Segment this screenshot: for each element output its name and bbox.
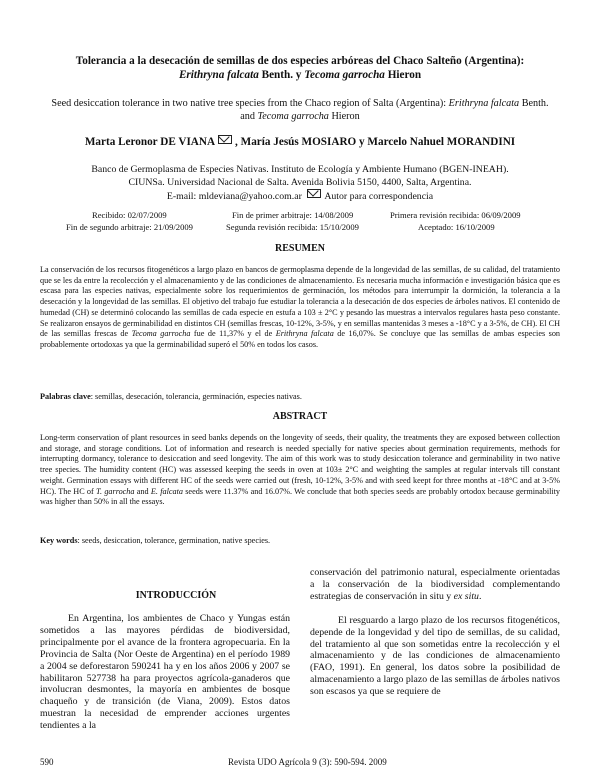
resumen-heading: RESUMEN	[274, 243, 325, 254]
title-species-1: Erithryna falcata	[178, 69, 259, 81]
key-words: Key words: seeds, desiccation, tolerance, germination, native species.	[40, 536, 271, 545]
author-list: Marta Leronor DE VIANA , María Jesús MOSIARO y Marcelo Nahuel MORANDINI	[84, 136, 516, 148]
journal-citation: Revista UDO Agrícola 9 (3): 590-594. 2009	[228, 757, 387, 767]
abstract-text: Long-term conservation of plant resources in seed banks depends on the longevity of seeds, their quality, the treatments they are exposed between collection and storage, and storage conditions. Lot of information and research is needed specially for native species about germination requirements, methods for interrupting dormancy, tolerance to desiccation and seed longevity. The aim of this work was to study desiccation tolerance and germinability in two native tree species. The humidity content (HC) was assessed keeping the seeds in oven at 103± 2°C and weighting the samples at regular intervals till constant weight. Germination essays with different HC of the seeds were carried out (fresh, 10-12%, 3-5% and with seed keept for three months at -18°C and at 3-5% HC). The HC of T. garrocha and E. falcata seeds were 11.37% and 16.07%. We conclude that both species seeds are probably ortodox because germinability was higher than 50% in all the essays.	[40, 433, 561, 507]
mail-icon	[218, 135, 232, 144]
resumen-text: La conservación de los recursos fitogenéticos a largo plazo en bancos de germoplasma depende de la longevidad de las semillas, de su calidad, del tratamiento que se les da entre la recolección y el almacenamiento y de las condiciones de almacenamiento. Es necesaria mucha información e investigación básica que es escasa para las especies nativas, especialmente sobre los requerimientos de germinación, los métodos para interrumpir la dormición, la tolerancia a la desecación y la longevidad de las semillas. El objetivo del trabajo fue estudiar la tolerancia a la desecación de dos especies de árboles nativos. El contenido de humedad (CH) se determinó colocando las semillas de cada especie en estufa a 103 ± 2°C y pesando las muestras a intervalos regulares hasta peso constante. Se realizaron ensayos de germinabilidad en distintos CH (semillas frescas, 10-12%, 3-5%, y en semillas mantenidas 3 meses a -18°C y a 3-5%, de CH). El CH de las semillas frescas de Tecoma garrocha fue de 11,37% y el de Erithryna falcata de 16,07%. Se concluye que las semillas de ambas especies son probablemente ortodoxas ya que la germinabilidad superó el 50% en todos los casos.	[40, 265, 561, 349]
date-second-revision: Segunda revisión recibida: 15/10/2009	[226, 222, 359, 232]
date-received: Recibido: 02/07/2009	[92, 210, 167, 220]
affiliation: Banco de Germoplasma de Especies Nativas. Instituto de Ecología y Ambiente Humano (BGEN-INEAH). CIUNSa. Universidad Nacional de Salta. Avenida Bolivia 5150, 4400, Salta, Argentina. E-mail: mldeviana@yahoo.com.ar Autor para correspondencia	[91, 164, 509, 203]
date-first-review: Fin de primer arbitraje: 14/08/2009	[232, 210, 354, 220]
palabras-clave: Palabras clave: semillas, desecación, tolerancia, germinación, especies nativas.	[40, 392, 302, 401]
title-species-2: Tecoma garrocha	[304, 69, 385, 81]
correspondence-note: Autor para correspondencia	[324, 191, 434, 203]
intro-right-column: conservación del patrimonio natural, especialmente orientadas a la conservación de la biodiversidad complementando estrategias de conservación in situ y ex situ. El resguardo a largo plazo de los recursos fitogenéticos, depende de la longevidad y del tipo de semillas, de su calidad, del tratamiento al que son sometidas entre la recolección y el almacenamiento y de las condiciones de almacenamiento (FAO, 1991). En general, los datos sobre la posibilidad de almacenamiento a largo plazo de las semillas de árboles nativos son escasos ya que se requiere de	[310, 567, 560, 698]
date-second-review: Fin de segundo arbitraje: 21/09/2009	[66, 222, 193, 232]
mail-icon	[307, 189, 321, 198]
date-first-revision: Primera revisión recibida: 06/09/2009	[390, 210, 521, 220]
introduccion-heading: INTRODUCCIÓN	[135, 590, 217, 601]
page-number: 590	[40, 757, 54, 767]
title-english: Seed desiccation tolerance in two native tree species from the Chaco region of Salta (Argentina): Erithryna falcata Benth. and Tecoma garrocha Hieron	[51, 98, 549, 122]
date-accepted: Aceptado: 16/10/2009	[418, 222, 495, 232]
intro-left-column: En Argentina, los ambientes de Chaco y Yungas están sometidos a las mayores pérdidas de biodiversidad, principalmente por el avance de la frontera agropecuaria. En la Provincia de Salta (Nor Oeste de Argentina) en el período 1989 a 2004 se deforestaron 590241 ha y en los años 2006 y 2007 se habilitaron 527738 ha para proyectos agrícola-ganaderos que involucran desmontes, la mayoría en ambientes de bosque chaqueño y de transición (de Viana, 2009). Estos datos muestran la necesidad de emprender acciones urgentes tendientes a la	[40, 613, 290, 732]
email-address: E-mail: mldeviana@yahoo.com.ar	[166, 191, 302, 203]
title-spanish: Tolerancia a la desecación de semillas de dos especies arbóreas del Chaco Salteño (Argentina): Erithryna falcata Benth. y Tecoma garrocha Hieron	[75, 55, 525, 81]
abstract-heading: ABSTRACT	[272, 411, 328, 422]
